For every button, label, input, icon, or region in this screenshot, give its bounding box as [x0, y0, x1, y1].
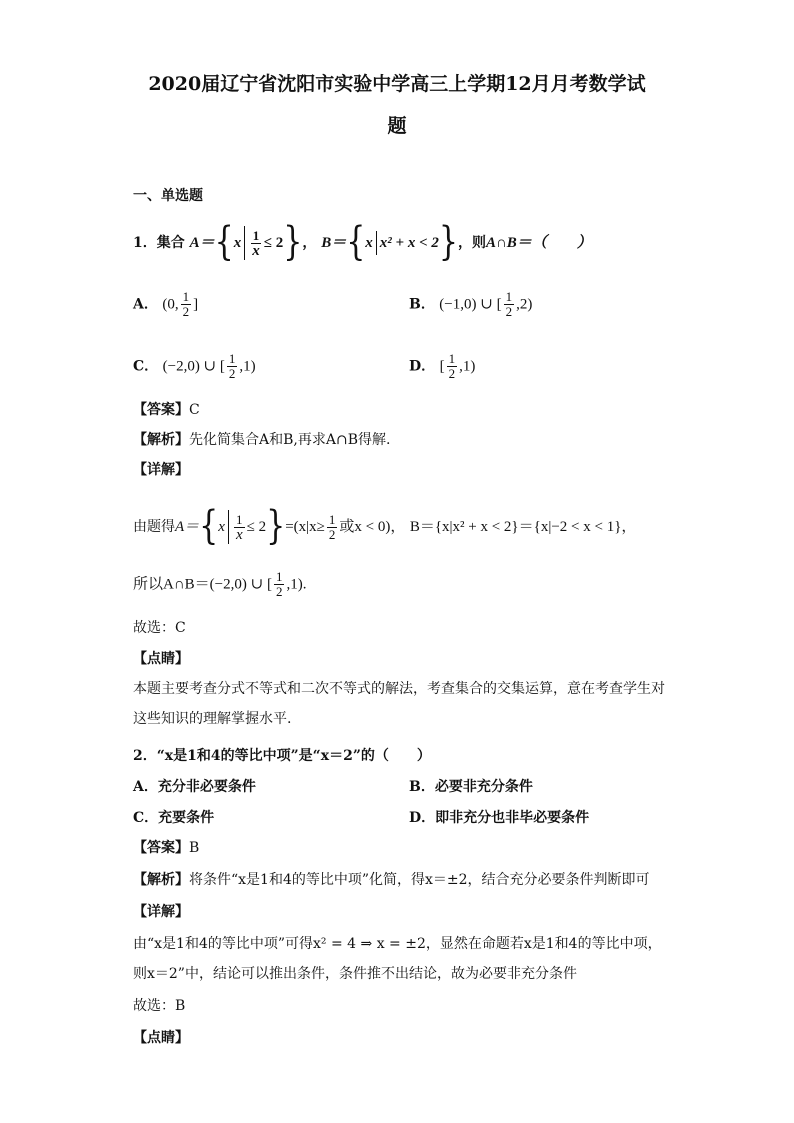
q1-comment-line1: 本题主要考查分式不等式和二次不等式的解法，考查集合的交集运算，意在考查学生对 — [133, 681, 665, 697]
q1-option-b — [409, 290, 532, 319]
q2-detail-tag: 【详解】 — [133, 904, 189, 920]
document-title-continued: 题 — [387, 115, 407, 137]
option-math: ,1) — [459, 358, 476, 375]
option-math: ,1) — [239, 358, 256, 375]
set-var: x — [218, 519, 225, 535]
frac-num: 1 — [236, 511, 243, 527]
option-fraction — [447, 352, 458, 381]
q1-set-a-label: A＝ — [189, 235, 215, 251]
q2-analysis — [133, 870, 650, 890]
q1-answer — [133, 400, 200, 420]
brace-open: { — [199, 503, 219, 550]
analysis-text: 先化简集合A和B,再求A∩B得解. — [189, 432, 391, 448]
q2-stem: 2．“x是1和4的等比中项”是“x＝2”的（ ） — [133, 748, 431, 764]
then-text: ，则 — [457, 235, 486, 251]
option-math: (0, — [162, 296, 179, 313]
document-title: 2020届辽宁省沈阳市实验中学高三上学期12月月考数学试 — [148, 73, 646, 95]
frac-den: 2 — [228, 366, 236, 381]
detail-tag: 【详解】 — [133, 462, 189, 478]
frac-num: 1 — [182, 289, 190, 304]
q2-option-b: B．必要非充分条件 — [409, 779, 533, 795]
frac-num: 1 — [448, 351, 456, 366]
frac-num: 1 — [505, 289, 513, 304]
bracket-open: [ — [266, 576, 272, 593]
bracket-open: [ — [219, 358, 225, 375]
cond: ≤ 2 — [246, 519, 267, 535]
option-label: D． — [409, 358, 436, 375]
option-math: (−2,0) ∪ — [162, 358, 220, 375]
frac-den: 2 — [505, 304, 513, 319]
frac-den: x — [252, 242, 260, 259]
answer-tag: 【答案】 — [133, 840, 189, 856]
q1-fraction — [250, 229, 262, 258]
detail-math: 或x < 0)， — [339, 519, 406, 535]
q1-detail-tag — [133, 460, 189, 480]
set-bar — [228, 510, 229, 544]
frac-num: 1 — [252, 227, 260, 243]
section-heading: 一、单选题 — [133, 188, 203, 204]
set-var: x — [365, 235, 373, 251]
option-label: B． — [409, 296, 435, 313]
detail-math: =(x|x≥ — [285, 519, 325, 535]
detail-fraction — [274, 570, 285, 599]
q1-comment-tag: 【点睛】 — [133, 651, 189, 667]
answer-value: C — [189, 402, 200, 418]
q1-a-cond: ≤ 2 — [263, 235, 284, 251]
brace-open: { — [346, 219, 366, 266]
option-label: A． — [133, 296, 158, 313]
option-math: ,2) — [516, 296, 533, 313]
q1-option-d — [409, 352, 475, 381]
q2-detail-line1: 由“x是1和4的等比中项”可得x² = 4 ⇒ x = ±2，显然在命题若x是1和4的等比中项， — [133, 936, 662, 952]
detail-set-b: B＝{x|x² + x < 2}＝{x|−2 < x < 1}， — [409, 519, 637, 535]
brace-close: } — [283, 219, 303, 266]
q1-stem — [133, 219, 592, 266]
frac-den: 2 — [275, 584, 283, 599]
detail-text: 由题得 — [133, 519, 175, 535]
detail-text: 所以A∩B＝(−2,0) ∪ — [133, 576, 267, 593]
option-math: (−1,0) ∪ — [439, 296, 497, 313]
q1-detail-line1 — [133, 503, 637, 550]
q1-set-b-label: B＝ — [321, 235, 347, 251]
q2-detail-line2: 则x＝2”中，结论可以推出条件，条件推不出结论，故为必要非充分条件 — [133, 966, 577, 982]
q1-option-c — [133, 352, 256, 381]
frac-num: 1 — [328, 511, 336, 527]
frac-den: x — [235, 526, 243, 543]
answer-value: B — [189, 840, 200, 856]
frac-num: 1 — [275, 569, 283, 584]
frac-num: 1 — [228, 351, 236, 366]
q2-option-d: D．即非充分也非毕必要条件 — [409, 810, 590, 826]
option-fraction — [504, 290, 515, 319]
q1-detail-line2 — [133, 570, 306, 599]
comma: ， — [302, 235, 317, 251]
q2-option-c: C．充要条件 — [133, 810, 215, 826]
q1-analysis — [133, 430, 390, 450]
set-bar — [376, 231, 377, 255]
frac-den: 2 — [328, 526, 336, 542]
q1-choose: 故选：C — [133, 620, 186, 636]
brace-close: } — [438, 219, 458, 266]
answer-tag: 【答案】 — [133, 402, 189, 418]
analysis-tag: 【解析】 — [133, 432, 189, 448]
q2-comment-tag: 【点睛】 — [133, 1030, 189, 1046]
bracket-close: ] — [193, 296, 199, 313]
q2-choose: 故选：B — [133, 998, 186, 1014]
set-var: x — [233, 235, 242, 251]
q2-option-a: A．充分非必要条件 — [133, 779, 256, 795]
option-fraction — [227, 352, 238, 381]
brace-open: { — [214, 219, 234, 266]
q1-comment-line2: 这些知识的理解掌握水平. — [133, 711, 292, 727]
q1-b-cond: x² + x < 2 — [379, 235, 439, 251]
bracket-open: [ — [496, 296, 502, 313]
bracket-open: [ — [439, 358, 445, 375]
analysis-tag: 【解析】 — [133, 872, 189, 888]
analysis-text: 将条件“x是1和4的等比中项”化简，得x＝±2，结合充分必要条件判断即可 — [189, 872, 650, 888]
option-label: C． — [133, 358, 159, 375]
q2-answer — [133, 838, 199, 858]
detail-fraction — [327, 513, 338, 542]
detail-fraction — [234, 513, 245, 542]
option-fraction — [181, 290, 192, 319]
q1-number: 1．集合 — [133, 235, 185, 251]
frac-den: 2 — [182, 304, 190, 319]
q1-ask: A∩B＝（ ） — [485, 235, 592, 251]
q1-option-a — [133, 290, 198, 319]
detail-math: ,1). — [286, 576, 307, 593]
set-a-label: A＝ — [175, 519, 200, 535]
set-bar — [244, 226, 245, 260]
brace-close: } — [266, 503, 286, 550]
frac-den: 2 — [448, 366, 456, 381]
